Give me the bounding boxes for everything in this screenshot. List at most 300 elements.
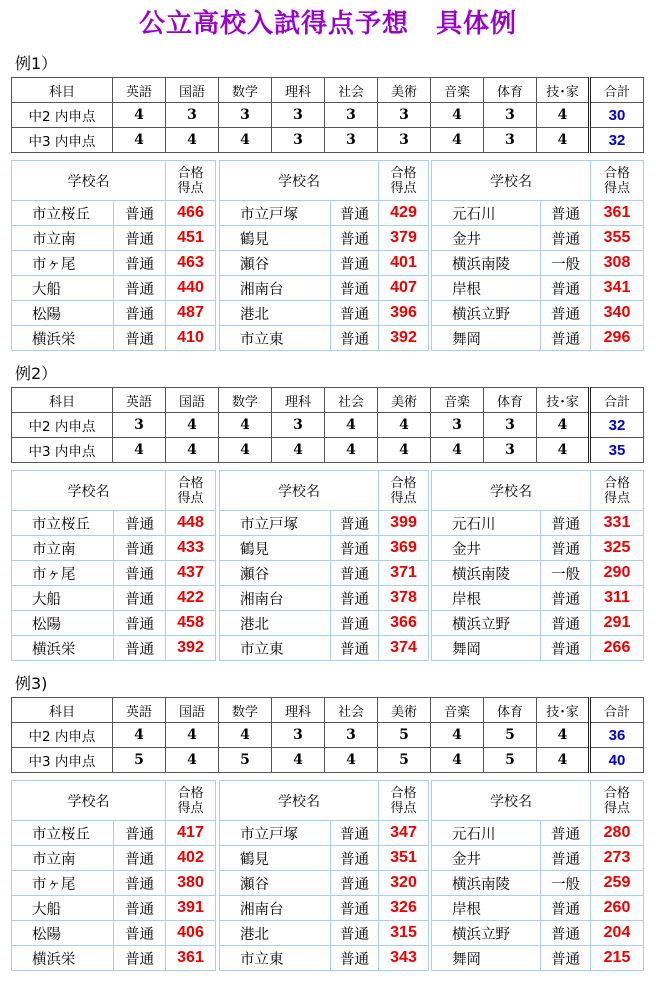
- subject-name: 美術: [378, 388, 431, 413]
- school-row: [432, 921, 644, 946]
- school-name: 金井: [432, 226, 541, 251]
- grade-value: 4: [272, 438, 325, 463]
- school-table: [11, 470, 216, 661]
- school-row: [220, 636, 429, 661]
- naishin-grades-table: [11, 387, 644, 463]
- passing-score-header: [379, 781, 429, 821]
- passing-score: 347: [379, 821, 429, 846]
- grade-value: 5: [378, 748, 431, 773]
- course-type: 普通: [541, 611, 591, 636]
- grade-value: 4: [431, 438, 484, 463]
- grade-row-label: 中2 内申点: [12, 413, 113, 438]
- course-type: 一般: [541, 561, 591, 586]
- grade-value: 3: [272, 723, 325, 748]
- grades-body: [12, 388, 644, 463]
- passing-score-header-top: 合格: [603, 165, 630, 181]
- school-name: 岸根: [432, 276, 541, 301]
- subject-name: 社会: [325, 388, 378, 413]
- grade-total: 32: [590, 128, 644, 153]
- school-name: 横浜南陵: [432, 561, 541, 586]
- passing-score-header: [379, 161, 429, 201]
- course-type: 普通: [541, 201, 591, 226]
- passing-score: 437: [166, 561, 216, 586]
- course-type: 普通: [331, 611, 379, 636]
- course-type: 普通: [331, 561, 379, 586]
- passing-score: 458: [166, 611, 216, 636]
- passing-score: 320: [379, 871, 429, 896]
- subject-name: 美術: [378, 78, 431, 103]
- grade-value: 4: [219, 413, 272, 438]
- school-name: 大船: [12, 896, 114, 921]
- passing-score: 204: [591, 921, 644, 946]
- school-name: 鶴見: [220, 226, 331, 251]
- grade-value: 3: [378, 128, 431, 153]
- grade-value: 4: [325, 413, 378, 438]
- school-table: [219, 160, 429, 351]
- course-type: 普通: [541, 921, 591, 946]
- school-name: 金井: [432, 536, 541, 561]
- grade-value: 3: [484, 413, 537, 438]
- school-row: [12, 536, 216, 561]
- school-name: 湘南台: [220, 586, 331, 611]
- passing-score-header-bottom: 得点: [603, 800, 630, 816]
- school-row: [220, 821, 429, 846]
- subject-name: 技･家: [537, 78, 590, 103]
- grade-value: 4: [537, 128, 590, 153]
- school-name: 横浜立野: [432, 611, 541, 636]
- course-type: 普通: [114, 251, 166, 276]
- school-name: 湘南台: [220, 896, 331, 921]
- school-name: 横浜南陵: [432, 871, 541, 896]
- subject-name: 社会: [325, 78, 378, 103]
- school-row: [220, 226, 429, 251]
- school-name-header: 学校名: [12, 471, 166, 511]
- passing-score: 273: [591, 846, 644, 871]
- school-name: 市立東: [220, 946, 331, 971]
- grades-row: [12, 413, 644, 438]
- naishin-grades-table: [11, 77, 644, 153]
- school-row: [432, 251, 644, 276]
- school-row: [12, 821, 216, 846]
- passing-score-header-bottom: 得点: [390, 800, 417, 816]
- grade-value: 3: [325, 723, 378, 748]
- school-row: [12, 946, 216, 971]
- passing-score: 392: [379, 326, 429, 351]
- school-name: 元石川: [432, 821, 541, 846]
- grade-total: 30: [590, 103, 644, 128]
- subject-name: 数学: [219, 388, 272, 413]
- passing-score-header-bottom: 得点: [177, 490, 204, 506]
- grade-value: 4: [537, 413, 590, 438]
- grade-value: 4: [431, 103, 484, 128]
- grade-value: 4: [431, 128, 484, 153]
- course-type: 普通: [541, 511, 591, 536]
- school-row: [12, 636, 216, 661]
- grade-value: 5: [113, 748, 166, 773]
- passing-score: 259: [591, 871, 644, 896]
- school-body: [12, 471, 216, 661]
- grade-value: 5: [378, 723, 431, 748]
- grade-value: 3: [484, 128, 537, 153]
- grade-value: 5: [484, 723, 537, 748]
- school-row: [12, 226, 216, 251]
- course-type: 普通: [114, 326, 166, 351]
- subject-name: 数学: [219, 698, 272, 723]
- grade-value: 3: [272, 103, 325, 128]
- total-header: 合計: [590, 698, 644, 723]
- course-type: 普通: [114, 946, 166, 971]
- grade-row-label: 中3 内申点: [12, 438, 113, 463]
- school-body: [432, 471, 644, 661]
- passing-score-header-bottom: 得点: [177, 800, 204, 816]
- grade-value: 4: [219, 438, 272, 463]
- subject-name: 社会: [325, 698, 378, 723]
- school-header-row: [432, 471, 644, 511]
- course-type: 普通: [114, 536, 166, 561]
- school-name: 元石川: [432, 511, 541, 536]
- grade-value: 4: [166, 413, 219, 438]
- passing-score: 308: [591, 251, 644, 276]
- grade-value: 3: [272, 128, 325, 153]
- school-row: [220, 896, 429, 921]
- grades-row: [12, 748, 644, 773]
- grade-row-label: 中3 内申点: [12, 748, 113, 773]
- grades-row: [12, 723, 644, 748]
- school-name: 横浜立野: [432, 921, 541, 946]
- grade-value: 4: [378, 438, 431, 463]
- passing-score: 396: [379, 301, 429, 326]
- grades-row: [12, 103, 644, 128]
- school-name: 瀬谷: [220, 561, 331, 586]
- example-3: [0, 672, 656, 972]
- passing-score-header-top: 合格: [177, 475, 204, 491]
- total-header: 合計: [590, 388, 644, 413]
- subject-name: 美術: [378, 698, 431, 723]
- school-row: [432, 896, 644, 921]
- course-type: 普通: [331, 301, 379, 326]
- course-type: 普通: [541, 276, 591, 301]
- grades-body: [12, 78, 644, 153]
- passing-score: 374: [379, 636, 429, 661]
- grades-row: [12, 438, 644, 463]
- course-type: 普通: [114, 636, 166, 661]
- school-name: 舞岡: [432, 636, 541, 661]
- passing-score-header: [591, 161, 644, 201]
- course-type: 普通: [114, 226, 166, 251]
- passing-score: 311: [591, 586, 644, 611]
- subject-name: 英語: [113, 78, 166, 103]
- school-name: 横浜栄: [12, 326, 114, 351]
- grade-value: 3: [325, 128, 378, 153]
- school-name: 金井: [432, 846, 541, 871]
- example-label: 例2）: [15, 364, 58, 383]
- passing-score: 341: [591, 276, 644, 301]
- grades-header-row: [12, 388, 644, 413]
- school-name: 舞岡: [432, 946, 541, 971]
- school-name-header: 学校名: [12, 781, 166, 821]
- school-name: 市ヶ尾: [12, 251, 114, 276]
- grade-value: 4: [166, 723, 219, 748]
- subject-name: 国語: [166, 698, 219, 723]
- passing-score-header-top: 合格: [603, 475, 630, 491]
- grade-total: 36: [590, 723, 644, 748]
- passing-score: 407: [379, 276, 429, 301]
- passing-score: 463: [166, 251, 216, 276]
- subject-name: 音楽: [431, 388, 484, 413]
- subject-name: 理科: [272, 388, 325, 413]
- passing-score: 351: [379, 846, 429, 871]
- passing-score: 410: [166, 326, 216, 351]
- subject-name: 技･家: [537, 388, 590, 413]
- passing-score: 487: [166, 301, 216, 326]
- course-type: 一般: [541, 251, 591, 276]
- school-name: 松陽: [12, 611, 114, 636]
- school-name: 瀬谷: [220, 251, 331, 276]
- school-row: [220, 326, 429, 351]
- course-type: 普通: [331, 636, 379, 661]
- course-type: 普通: [331, 896, 379, 921]
- school-row: [432, 536, 644, 561]
- school-row: [220, 276, 429, 301]
- school-table: [219, 780, 429, 971]
- school-row: [432, 846, 644, 871]
- passing-score-header: [166, 161, 216, 201]
- course-type: 普通: [541, 586, 591, 611]
- grade-value: 4: [431, 748, 484, 773]
- passing-score: 379: [379, 226, 429, 251]
- school-body: [220, 161, 429, 351]
- grade-value: 4: [325, 438, 378, 463]
- passing-score-header-top: 合格: [390, 165, 417, 181]
- school-row: [12, 871, 216, 896]
- passing-score-header-bottom: 得点: [390, 490, 417, 506]
- passing-score-header-bottom: 得点: [177, 180, 204, 196]
- school-row: [220, 611, 429, 636]
- grade-value: 4: [113, 438, 166, 463]
- school-row: [12, 326, 216, 351]
- school-header-row: [432, 781, 644, 821]
- school-body: [432, 161, 644, 351]
- grade-value: 5: [219, 748, 272, 773]
- subject-header: 科目: [12, 698, 113, 723]
- subject-name: 技･家: [537, 698, 590, 723]
- passing-score: 291: [591, 611, 644, 636]
- school-header-row: [12, 471, 216, 511]
- passing-score-header-top: 合格: [390, 475, 417, 491]
- course-type: 普通: [114, 921, 166, 946]
- school-header-row: [432, 161, 644, 201]
- course-type: 普通: [114, 301, 166, 326]
- passing-score: 380: [166, 871, 216, 896]
- grade-value: 4: [113, 128, 166, 153]
- passing-score: 417: [166, 821, 216, 846]
- grade-total: 35: [590, 438, 644, 463]
- school-name: 横浜栄: [12, 636, 114, 661]
- example-label: 例3): [15, 674, 48, 693]
- school-row: [220, 586, 429, 611]
- passing-score-header-top: 合格: [603, 785, 630, 801]
- passing-score-header: [591, 471, 644, 511]
- course-type: 普通: [114, 896, 166, 921]
- school-name: 鶴見: [220, 536, 331, 561]
- passing-score-header-bottom: 得点: [603, 180, 630, 196]
- school-name: 港北: [220, 921, 331, 946]
- total-header: 合計: [590, 78, 644, 103]
- school-name-header: 学校名: [432, 471, 591, 511]
- subject-name: 国語: [166, 78, 219, 103]
- school-name: 市立南: [12, 226, 114, 251]
- passing-score: 215: [591, 946, 644, 971]
- school-row: [432, 276, 644, 301]
- course-type: 普通: [541, 946, 591, 971]
- passing-score: 361: [166, 946, 216, 971]
- passing-score-header: [166, 471, 216, 511]
- subject-name: 音楽: [431, 698, 484, 723]
- course-type: 普通: [114, 276, 166, 301]
- example-label: 例1）: [15, 54, 58, 73]
- school-name-header: 学校名: [220, 781, 379, 821]
- passing-score: 371: [379, 561, 429, 586]
- passing-score: 433: [166, 536, 216, 561]
- passing-score: 451: [166, 226, 216, 251]
- school-score-tables: [11, 470, 643, 660]
- school-row: [432, 561, 644, 586]
- school-body: [12, 781, 216, 971]
- grade-value: 4: [166, 128, 219, 153]
- grade-value: 3: [166, 103, 219, 128]
- grade-value: 3: [272, 413, 325, 438]
- example-1: [0, 52, 656, 352]
- example-2: [0, 362, 656, 662]
- school-row: [432, 871, 644, 896]
- course-type: 普通: [114, 201, 166, 226]
- passing-score-header: [379, 471, 429, 511]
- school-name: 鶴見: [220, 846, 331, 871]
- school-row: [12, 251, 216, 276]
- school-row: [432, 611, 644, 636]
- school-name: 港北: [220, 611, 331, 636]
- passing-score: 466: [166, 201, 216, 226]
- school-name: 市立桜丘: [12, 511, 114, 536]
- school-header-row: [12, 161, 216, 201]
- course-type: 普通: [541, 846, 591, 871]
- grades-body: [12, 698, 644, 773]
- grade-value: 4: [272, 748, 325, 773]
- page-title: 公立高校入試得点予想 具体例: [138, 9, 517, 39]
- school-row: [12, 201, 216, 226]
- school-name: 元石川: [432, 201, 541, 226]
- grade-value: 4: [537, 748, 590, 773]
- school-body: [432, 781, 644, 971]
- grade-value: 4: [378, 413, 431, 438]
- passing-score: 290: [591, 561, 644, 586]
- school-name: 市立戸塚: [220, 201, 331, 226]
- school-name: 市立戸塚: [220, 821, 331, 846]
- course-type: 普通: [541, 821, 591, 846]
- course-type: 普通: [541, 226, 591, 251]
- passing-score: 448: [166, 511, 216, 536]
- grades-row: [12, 128, 644, 153]
- school-name: 舞岡: [432, 326, 541, 351]
- passing-score: 406: [166, 921, 216, 946]
- grade-value: 3: [113, 413, 166, 438]
- passing-score: 340: [591, 301, 644, 326]
- course-type: 普通: [331, 511, 379, 536]
- school-name-header: 学校名: [432, 161, 591, 201]
- passing-score-header-bottom: 得点: [603, 490, 630, 506]
- subject-name: 理科: [272, 78, 325, 103]
- passing-score-header-top: 合格: [177, 165, 204, 181]
- subject-name: 国語: [166, 388, 219, 413]
- passing-score: 402: [166, 846, 216, 871]
- school-name: 市立東: [220, 636, 331, 661]
- school-body: [12, 161, 216, 351]
- course-type: 普通: [331, 586, 379, 611]
- passing-score-header-bottom: 得点: [390, 180, 417, 196]
- passing-score: 378: [379, 586, 429, 611]
- grade-value: 4: [166, 748, 219, 773]
- grade-total: 32: [590, 413, 644, 438]
- subject-name: 数学: [219, 78, 272, 103]
- passing-score: 369: [379, 536, 429, 561]
- school-body: [220, 781, 429, 971]
- school-row: [220, 511, 429, 536]
- school-row: [220, 251, 429, 276]
- grades-header-row: [12, 78, 644, 103]
- grade-value: 3: [219, 103, 272, 128]
- passing-score-header: [591, 781, 644, 821]
- school-name: 市ヶ尾: [12, 561, 114, 586]
- school-row: [12, 921, 216, 946]
- school-name: 岸根: [432, 586, 541, 611]
- grade-value: 3: [431, 413, 484, 438]
- grade-total: 40: [590, 748, 644, 773]
- school-row: [432, 586, 644, 611]
- school-name: 市立桜丘: [12, 201, 114, 226]
- grade-value: 4: [431, 723, 484, 748]
- school-row: [432, 636, 644, 661]
- passing-score: 391: [166, 896, 216, 921]
- grade-row-label: 中3 内申点: [12, 128, 113, 153]
- passing-score: 315: [379, 921, 429, 946]
- passing-score: 355: [591, 226, 644, 251]
- school-row: [220, 921, 429, 946]
- course-type: 普通: [331, 921, 379, 946]
- school-name: 市ヶ尾: [12, 871, 114, 896]
- school-name: 市立戸塚: [220, 511, 331, 536]
- grade-value: 4: [166, 438, 219, 463]
- school-header-row: [220, 781, 429, 821]
- course-type: 普通: [331, 871, 379, 896]
- course-type: 普通: [114, 586, 166, 611]
- school-name: 港北: [220, 301, 331, 326]
- passing-score: 343: [379, 946, 429, 971]
- school-name-header: 学校名: [220, 161, 379, 201]
- passing-score: 429: [379, 201, 429, 226]
- course-type: 普通: [114, 846, 166, 871]
- school-row: [12, 561, 216, 586]
- school-name: 横浜南陵: [432, 251, 541, 276]
- subject-header: 科目: [12, 78, 113, 103]
- school-name-header: 学校名: [432, 781, 591, 821]
- passing-score: 366: [379, 611, 429, 636]
- school-row: [12, 611, 216, 636]
- course-type: 普通: [541, 636, 591, 661]
- grade-value: 3: [484, 438, 537, 463]
- subject-name: 体育: [484, 388, 537, 413]
- passing-score: 422: [166, 586, 216, 611]
- grade-value: 4: [537, 103, 590, 128]
